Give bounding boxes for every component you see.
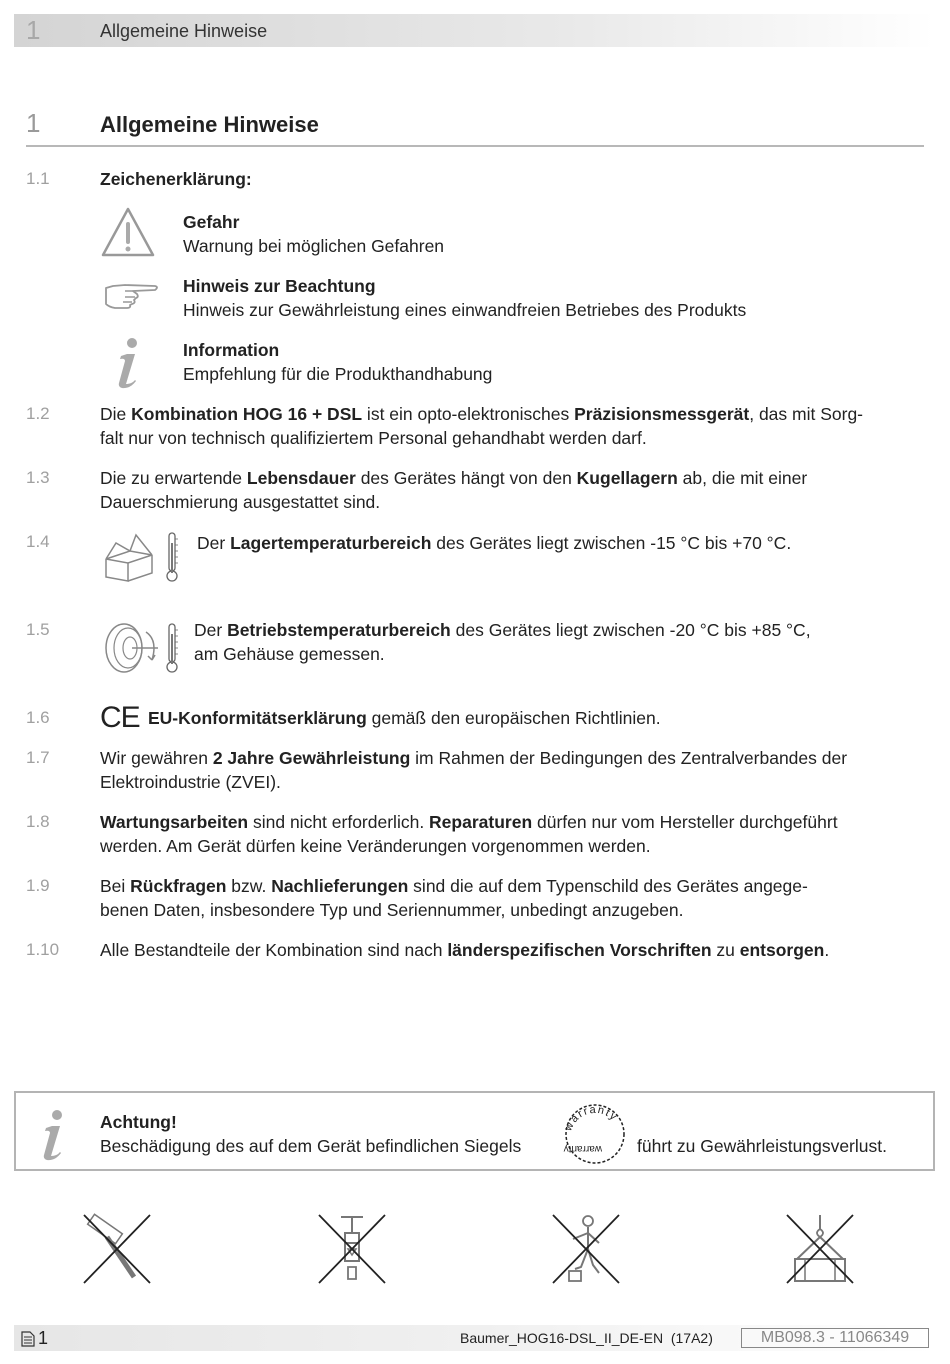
- item-number: 1.2: [26, 404, 50, 423]
- thermometer-icon: [164, 531, 180, 583]
- item-legend-title: Zeichenerklärung:: [100, 169, 252, 189]
- header-chapter-title: Allgemeine Hinweise: [100, 21, 268, 41]
- storage-box-icon: [102, 531, 160, 583]
- item-paragraph: Wartungsarbeiten sind nicht erforderlich. Reparaturen dürfen nur vom Hersteller durchgeführt werden. Am Gerät dürfen keine Veränderungen vorgenommen werden.: [100, 812, 838, 856]
- legend-text: Empfehlung für die Produkthandhabung: [183, 364, 493, 384]
- section-title: Allgemeine Hinweise: [100, 112, 319, 137]
- legend-title: Hinweis zur Beachtung: [183, 276, 376, 296]
- item-paragraph: Der Betriebstemperaturbereich des Gerätes liegt zwischen -20 °C bis +85 °C, am Gehäuse gemessen.: [194, 620, 811, 664]
- thermometer-icon: [164, 622, 180, 674]
- item-number: 1.9: [26, 876, 50, 895]
- page-number: 1: [38, 1328, 49, 1348]
- item-paragraph: Die zu erwartende Lebensdauer des Gerätes hängt von den Kugellagern ab, die mit einer Dauerschmierung ausgestattet sind.: [100, 468, 808, 512]
- document-filename: Baumer_HOG16-DSL_II_DE-EN (17A2): [460, 1330, 713, 1346]
- info-icon: [113, 336, 143, 390]
- warranty-seal-icon: [558, 1102, 632, 1166]
- section-number: 1: [26, 108, 41, 138]
- ce-mark-icon: CE: [100, 701, 140, 734]
- warning-triangle-icon: [100, 206, 156, 258]
- svg-text:warranty: warranty: [562, 1103, 621, 1133]
- pointing-hand-icon: [103, 280, 161, 310]
- item-number: 1.8: [26, 812, 50, 831]
- item-paragraph: Der Lagertemperaturbereich des Gerätes liegt zwischen -15 °C bis +70 °C.: [197, 533, 792, 553]
- legend-text: Hinweis zur Gewährleistung eines einwandfreien Betriebes des Produkts: [183, 300, 747, 320]
- item-paragraph: Alle Bestandteile der Kombination sind nach länderspezifischen Vorschriften zu entsorgen.: [100, 940, 830, 960]
- legend-title: Gefahr: [183, 212, 240, 232]
- svg-text:warranty: warranty: [563, 1143, 602, 1154]
- item-paragraph: Bei Rückfragen bzw. Nachlieferungen sind die auf dem Typenschild des Gerätes angege- benen Daten, insbesondere Typ und Seriennummer, unbedingt anzugeben.: [100, 876, 808, 920]
- item-number: 1.7: [26, 748, 50, 767]
- item-number: 1.5: [26, 620, 50, 639]
- notice-text: Beschädigung des auf dem Gerät befindlichen Siegels: [100, 1136, 522, 1156]
- notice-title: Achtung!: [100, 1112, 177, 1132]
- item-number: 1.6: [26, 708, 50, 727]
- item-paragraph: Die Kombination HOG 16 + DSL ist ein opto-elektronisches Präzisionsmessgerät, das mit Sorg- falt nur von technisch qualifiziertem Personal gehandhabt werden darf.: [100, 404, 864, 448]
- document-page-icon: [21, 1331, 35, 1347]
- header-chapter-number: 1: [26, 15, 41, 45]
- item-paragraph: Wir gewähren 2 Jahre Gewährleistung im Rahmen der Bedingungen des Zentralverbandes der Elektroindustrie (ZVEI).: [100, 748, 848, 792]
- item-number: 1.1: [26, 169, 50, 188]
- no-lifting-icon: [785, 1213, 855, 1285]
- document-code: MB098.3 - 11066349: [741, 1328, 929, 1348]
- item-number: 1.3: [26, 468, 50, 487]
- info-icon: [38, 1108, 68, 1162]
- legend-text: Warnung bei möglichen Gefahren: [183, 236, 445, 256]
- rotating-encoder-icon: [102, 618, 160, 676]
- legend-title: Information: [183, 340, 280, 360]
- item-number: 1.10: [26, 940, 60, 959]
- section-divider: [26, 145, 924, 147]
- item-number: 1.4: [26, 532, 50, 551]
- item-paragraph: EU-Konformitätserklärung gemäß den europäischen Richtlinien.: [148, 708, 661, 728]
- no-impact-icon: [317, 1213, 387, 1285]
- no-stepping-icon: [551, 1213, 621, 1285]
- no-hammer-icon: [82, 1213, 152, 1285]
- notice-text-end: führt zu Gewährleistungsverlust.: [637, 1136, 887, 1156]
